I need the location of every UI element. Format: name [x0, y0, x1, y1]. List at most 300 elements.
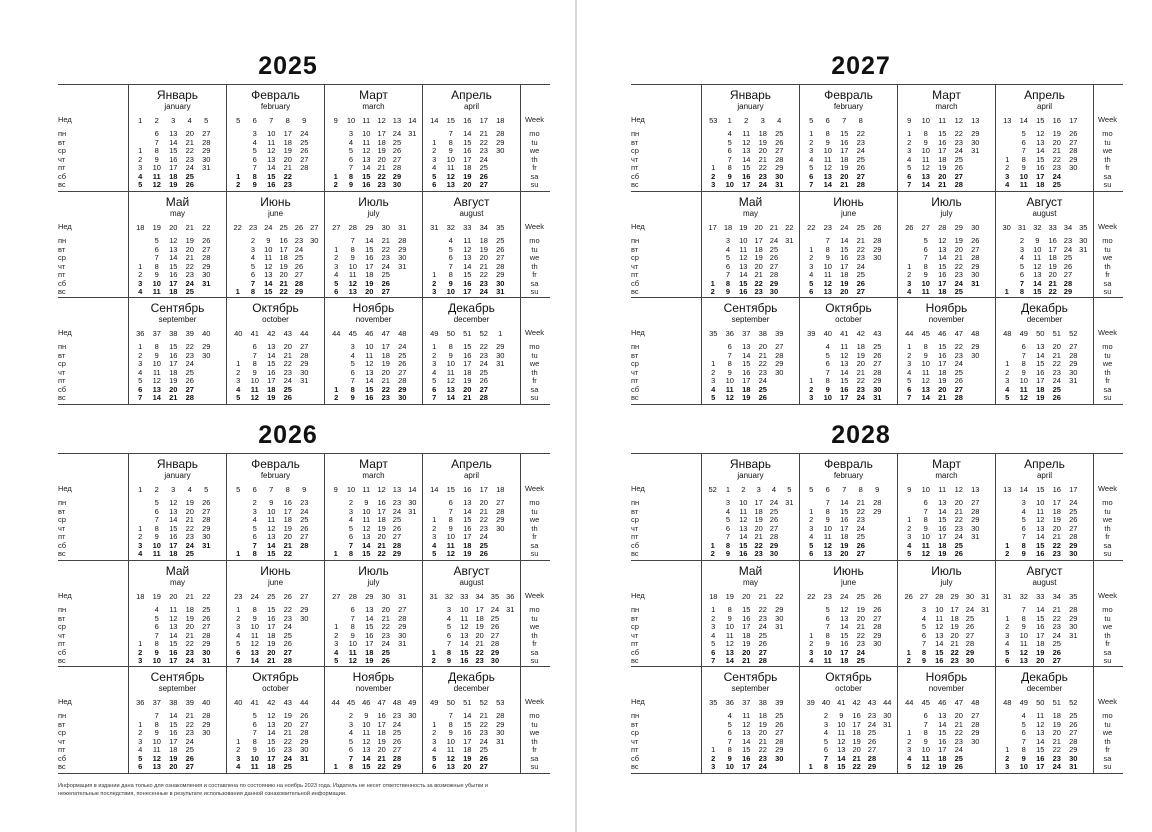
day-cell — [967, 386, 984, 395]
weekday-en: mo — [1102, 498, 1113, 507]
month-row — [631, 666, 1123, 773]
day-cell: 31 — [496, 287, 505, 297]
day-cell: 18 — [1036, 384, 1045, 394]
week-number-label: Нед — [58, 697, 72, 706]
weekday-en: mo — [529, 711, 540, 720]
day-cell: 3 — [446, 605, 452, 614]
day-cell: 27 — [1069, 137, 1078, 147]
day-cell: 14 — [921, 393, 930, 403]
day-cell — [1076, 271, 1091, 280]
day-cell: 31 — [202, 656, 211, 666]
month-name-ru: Июль — [358, 564, 389, 578]
day-cell: 1 — [809, 244, 814, 254]
day-cell — [999, 246, 1014, 255]
week-number: 19 — [725, 592, 734, 601]
day-cell: 7 — [348, 540, 354, 550]
day-cell: 2 — [906, 656, 911, 666]
week-number: 39 — [775, 698, 784, 707]
weekday-en: su — [1103, 393, 1112, 403]
day-cell: 9 — [448, 350, 453, 360]
week-number: 44 — [905, 698, 914, 707]
day-cell: 8 — [725, 540, 731, 550]
week-number: 18 — [496, 116, 505, 125]
week-column — [869, 499, 886, 559]
week-number: 3 — [760, 116, 765, 125]
day-cell: 28 — [398, 376, 407, 386]
right-page — [577, 0, 1152, 832]
day-cell: 30 — [202, 154, 211, 164]
day-cell: 14 — [938, 253, 947, 263]
month-name-ru: Октябрь — [825, 301, 872, 315]
day-cell: 6 — [1021, 523, 1026, 533]
week-number: 16 — [463, 116, 472, 125]
week-number: 13 — [971, 116, 980, 125]
week-number: 23 — [823, 592, 832, 601]
day-cell — [503, 615, 518, 624]
day-cell: 14 — [742, 350, 751, 360]
week-number: 6 — [825, 485, 830, 494]
day-cell: 1 — [809, 376, 814, 386]
day-cell: 19 — [463, 753, 472, 763]
month-april — [422, 454, 521, 560]
week-number: 50 — [1036, 698, 1045, 707]
day-cell: 19 — [742, 639, 751, 649]
day-cell: 21 — [185, 630, 194, 640]
days-grid — [999, 499, 1091, 559]
days-grid — [132, 499, 224, 559]
day-cell: 13 — [921, 384, 930, 394]
day-cell: 8 — [823, 762, 829, 772]
week-label: Week — [524, 328, 545, 337]
day-cell: 26 — [185, 753, 194, 763]
day-cell: 19 — [1048, 261, 1057, 271]
day-cell: 2 — [711, 613, 716, 623]
weekday-ru: ср — [58, 359, 66, 369]
day-cell: 7 — [923, 719, 928, 729]
week-column — [230, 712, 247, 772]
weekday-en: sa — [530, 278, 539, 288]
day-cell: 6 — [432, 384, 437, 394]
days-grid — [230, 237, 322, 297]
day-cell: 23 — [1052, 367, 1061, 377]
day-cell: 26 — [392, 146, 402, 156]
day-cell: 7 — [252, 350, 257, 360]
week-number: 19 — [152, 592, 161, 601]
day-cell: 20 — [479, 253, 488, 263]
day-cell: 20 — [938, 171, 947, 181]
day-cell: 11 — [739, 506, 748, 516]
week-number: 5 — [236, 485, 241, 494]
day-cell: 18 — [365, 270, 374, 280]
week-column — [967, 712, 984, 772]
week-number: 10 — [921, 485, 930, 494]
day-cell: 26 — [490, 622, 500, 632]
day-cell: 1 — [907, 261, 912, 271]
days-grid — [803, 343, 895, 403]
week-column — [328, 343, 345, 403]
week-column — [182, 606, 199, 666]
day-cell: 18 — [377, 728, 386, 738]
day-cell: 6 — [350, 605, 355, 614]
day-cell: 12 — [921, 549, 930, 559]
week-column — [328, 712, 343, 772]
day-cell: 13 — [446, 762, 455, 772]
week-number: 22 — [233, 223, 242, 232]
day-cell: 20 — [954, 711, 963, 720]
week-column — [165, 712, 182, 772]
month-name-en: august — [1032, 209, 1057, 218]
day-cell: 30 — [202, 728, 211, 738]
month-name-ru: Июль — [931, 564, 962, 578]
day-cell: 7 — [1021, 532, 1026, 542]
day-cell: 6 — [921, 630, 927, 640]
week-column — [999, 712, 1016, 772]
day-cell: 12 — [840, 350, 849, 360]
day-cell: 24 — [479, 359, 488, 369]
week-number: 45 — [921, 698, 930, 707]
day-cell: 19 — [1052, 515, 1061, 525]
weekday-en: we — [1102, 146, 1113, 156]
week-column — [149, 499, 166, 559]
month-row — [58, 666, 550, 773]
day-cell: 29 — [490, 647, 500, 657]
day-cell: 9 — [727, 171, 732, 181]
day-cell: 26 — [954, 376, 963, 386]
month-name-en: december — [1026, 684, 1063, 693]
day-cell: 27 — [971, 244, 980, 254]
week-column — [951, 343, 968, 403]
day-cell: 9 — [923, 523, 928, 533]
day-cell: 31 — [300, 376, 309, 386]
day-cell — [132, 130, 149, 139]
week-number: 5 — [809, 485, 814, 494]
week-numbers — [230, 223, 322, 232]
day-cell: 26 — [392, 523, 402, 533]
weekday-ru: чт — [631, 523, 639, 533]
day-cell: 16 — [935, 656, 944, 666]
week-column — [492, 343, 509, 403]
day-cell: 31 — [873, 393, 882, 403]
day-cell: 3 — [711, 376, 716, 386]
day-cell: 4 — [809, 656, 814, 666]
day-cell: 5 — [725, 515, 731, 525]
day-cell — [405, 721, 420, 730]
day-cell: 22 — [185, 146, 194, 156]
day-cell: 19 — [840, 540, 849, 550]
week-number: 20 — [169, 223, 178, 232]
day-cell — [296, 386, 313, 395]
day-cell: 4 — [711, 384, 716, 394]
day-cell: 24 — [867, 719, 877, 729]
weekday-en: we — [529, 253, 540, 263]
week-column — [901, 499, 918, 559]
week-column — [230, 343, 247, 403]
day-cell: 1 — [236, 736, 241, 746]
day-cell: 1 — [138, 146, 143, 156]
day-cell: 22 — [954, 515, 963, 525]
day-cell — [328, 721, 343, 730]
month-row — [58, 85, 550, 191]
day-cell: 9 — [446, 656, 452, 666]
month-name-en: march — [362, 471, 385, 480]
day-cell: 26 — [479, 171, 488, 181]
day-cell: 15 — [169, 639, 178, 649]
day-cell: 24 — [479, 287, 488, 297]
week-numbers — [426, 223, 518, 232]
day-cell: 10 — [823, 146, 832, 156]
day-cell: 22 — [950, 647, 959, 657]
day-cell: 9 — [252, 745, 257, 755]
month-october — [226, 667, 324, 773]
month-october — [799, 298, 897, 404]
week-number: 18 — [723, 223, 733, 232]
day-cell: 3 — [432, 736, 437, 746]
week-number: 30 — [381, 592, 390, 601]
day-cell: 24 — [769, 236, 779, 245]
day-cell: 8 — [154, 523, 159, 533]
day-cell: 17 — [169, 656, 178, 666]
day-cell: 11 — [264, 253, 273, 263]
weekday-en: th — [1104, 523, 1111, 533]
week-column — [782, 499, 797, 559]
day-cell: 14 — [365, 236, 374, 245]
week-column — [263, 343, 280, 403]
day-cell: 30 — [300, 613, 309, 623]
day-cell: 3 — [809, 523, 814, 533]
week-numbers — [230, 592, 322, 601]
day-cell: 21 — [938, 393, 947, 403]
day-cell: 7 — [727, 154, 732, 164]
week-number: 20 — [754, 223, 763, 232]
day-cell: 12 — [446, 376, 455, 386]
day-cell — [503, 649, 518, 658]
day-cell: 4 — [907, 154, 912, 164]
day-cell: 22 — [856, 376, 865, 386]
day-cell: 26 — [856, 278, 865, 288]
week-column — [722, 343, 739, 403]
day-cell — [1065, 181, 1082, 190]
week-number: 25 — [267, 592, 276, 601]
day-cell: 17 — [279, 244, 288, 254]
day-cell: 23 — [381, 253, 390, 263]
day-cell: 2 — [1005, 622, 1010, 632]
days-grid — [705, 343, 797, 403]
day-cell: 16 — [267, 745, 276, 755]
weekday-labels-ru — [58, 712, 98, 772]
day-cell: 18 — [283, 515, 292, 525]
week-number: 28 — [938, 223, 947, 232]
week-label: Week — [524, 697, 545, 706]
day-cell: 11 — [823, 532, 832, 542]
day-cell: 23 — [283, 745, 292, 755]
day-cell: 9 — [364, 498, 369, 507]
day-cell: 12 — [250, 393, 259, 403]
day-cell: 11 — [446, 745, 455, 755]
days-grid — [230, 712, 322, 772]
day-cell: 6 — [809, 549, 814, 559]
day-cell — [978, 640, 993, 649]
day-cell — [978, 615, 993, 624]
day-cell: 24 — [954, 146, 963, 156]
day-cell: 10 — [446, 532, 455, 542]
day-cell: 10 — [1036, 498, 1045, 507]
weekday-en: th — [531, 736, 538, 746]
month-name-en: april — [1036, 471, 1053, 480]
day-cell: 26 — [769, 515, 779, 525]
day-cell: 29 — [398, 384, 407, 394]
days-grid — [803, 130, 895, 190]
day-cell: 2 — [1005, 549, 1010, 559]
week-number: 52 — [1069, 329, 1078, 338]
weekday-ru: чт — [58, 367, 66, 377]
day-cell: 3 — [432, 154, 437, 164]
day-cell: 10 — [921, 532, 930, 542]
day-cell: 16 — [742, 613, 751, 623]
day-cell: 20 — [754, 261, 763, 271]
month-name-ru: Январь — [729, 88, 772, 102]
weekday-labels-ru — [58, 606, 98, 666]
day-cell: 23 — [954, 137, 963, 147]
day-cell — [296, 640, 313, 649]
day-cell: 18 — [267, 630, 276, 640]
days-grid — [426, 606, 518, 666]
day-cell: 22 — [283, 359, 292, 369]
day-cell — [230, 246, 245, 255]
day-cell — [705, 508, 720, 517]
day-cell: 28 — [873, 236, 882, 245]
day-cell: 4 — [138, 171, 143, 181]
month-name-ru: Июль — [931, 195, 962, 209]
day-cell — [230, 237, 245, 246]
day-cell — [307, 246, 322, 255]
day-cell: 24 — [758, 762, 767, 772]
day-cell: 7 — [252, 728, 257, 738]
week-column — [803, 343, 820, 403]
day-cell: 27 — [775, 342, 784, 351]
day-cell: 16 — [463, 278, 472, 288]
week-column — [962, 606, 977, 666]
day-cell: 20 — [840, 549, 849, 559]
weekday-ru: сб — [631, 384, 640, 394]
week-numbers — [901, 116, 993, 125]
day-cell: 25 — [1069, 506, 1078, 516]
day-cell: 13 — [169, 622, 178, 632]
day-cell: 31 — [775, 180, 784, 190]
week-column — [132, 712, 149, 772]
day-cell: 30 — [392, 180, 402, 190]
week-column — [1065, 499, 1082, 559]
day-cell: 3 — [138, 736, 143, 746]
month-name-ru: Декабрь — [1021, 670, 1068, 684]
day-cell: 24 — [392, 506, 402, 516]
week-number: 22 — [202, 223, 211, 232]
week-number: 27 — [921, 223, 930, 232]
day-cell: 19 — [856, 350, 865, 360]
day-cell — [1076, 263, 1091, 272]
days-grid — [705, 237, 797, 297]
day-cell: 2 — [710, 287, 715, 297]
day-cell: 3 — [138, 540, 143, 550]
day-cell: 7 — [154, 630, 159, 640]
week-number: 19 — [152, 223, 161, 232]
day-cell: 21 — [1052, 146, 1061, 156]
day-cell: 14 — [840, 367, 849, 377]
week-column — [1076, 237, 1091, 297]
day-cell: 24 — [856, 146, 865, 156]
day-cell: 12 — [365, 359, 374, 369]
day-cell: 28 — [775, 736, 784, 746]
week-number: 47 — [954, 698, 963, 707]
day-cell: 15 — [840, 244, 849, 254]
day-cell — [296, 649, 313, 658]
day-cell: 29 — [1063, 287, 1073, 297]
day-cell: 7 — [250, 278, 256, 288]
day-cell: 23 — [283, 180, 292, 190]
day-cell: 25 — [965, 613, 975, 623]
days-grid — [426, 499, 518, 559]
day-cell: 6 — [727, 342, 732, 351]
week-number: 44 — [300, 698, 309, 707]
weekday-en: sa — [1103, 540, 1112, 550]
day-cell: 8 — [446, 647, 452, 657]
day-cell: 2 — [907, 270, 912, 280]
weekday-en: fr — [532, 745, 537, 755]
day-cell: 13 — [823, 171, 832, 181]
day-cell: 18 — [938, 367, 947, 377]
day-cell: 8 — [725, 278, 731, 288]
week-column — [836, 343, 853, 403]
month-name-en: october — [262, 684, 289, 693]
day-cell: 2 — [809, 137, 814, 147]
week-number: 7 — [842, 485, 847, 494]
month-december — [995, 298, 1094, 404]
week-numbers — [999, 329, 1091, 338]
month-november — [324, 298, 422, 404]
week-column — [182, 237, 199, 297]
day-cell: 27 — [479, 180, 488, 190]
week-number: 52 — [479, 698, 488, 707]
day-cell — [492, 173, 509, 182]
week-column — [443, 343, 460, 403]
week-column — [803, 237, 820, 297]
week-numbers — [803, 485, 895, 494]
day-cell: 19 — [938, 549, 947, 559]
week-column — [934, 343, 951, 403]
day-cell: 9 — [1021, 622, 1026, 632]
day-cell: 18 — [938, 287, 947, 297]
week-number: 51 — [463, 698, 472, 707]
week-number-label: Нед — [631, 222, 645, 231]
day-cell: 14 — [840, 236, 849, 245]
week-column — [803, 130, 820, 190]
month-march — [897, 85, 995, 191]
week-numbers — [999, 223, 1091, 232]
day-cell: 27 — [954, 171, 963, 181]
week-column — [443, 712, 460, 772]
day-cell: 17 — [840, 393, 849, 403]
day-cell: 1 — [710, 540, 715, 550]
day-cell: 4 — [907, 287, 912, 297]
day-cell: 8 — [252, 605, 257, 614]
day-cell: 28 — [775, 350, 784, 360]
day-cell: 17 — [463, 359, 472, 369]
day-cell: 1 — [907, 728, 912, 738]
week-numbers — [426, 485, 518, 494]
day-cell: 2 — [710, 549, 715, 559]
week-column — [1016, 499, 1033, 559]
week-column — [149, 606, 166, 666]
day-cell: 10 — [725, 762, 734, 772]
